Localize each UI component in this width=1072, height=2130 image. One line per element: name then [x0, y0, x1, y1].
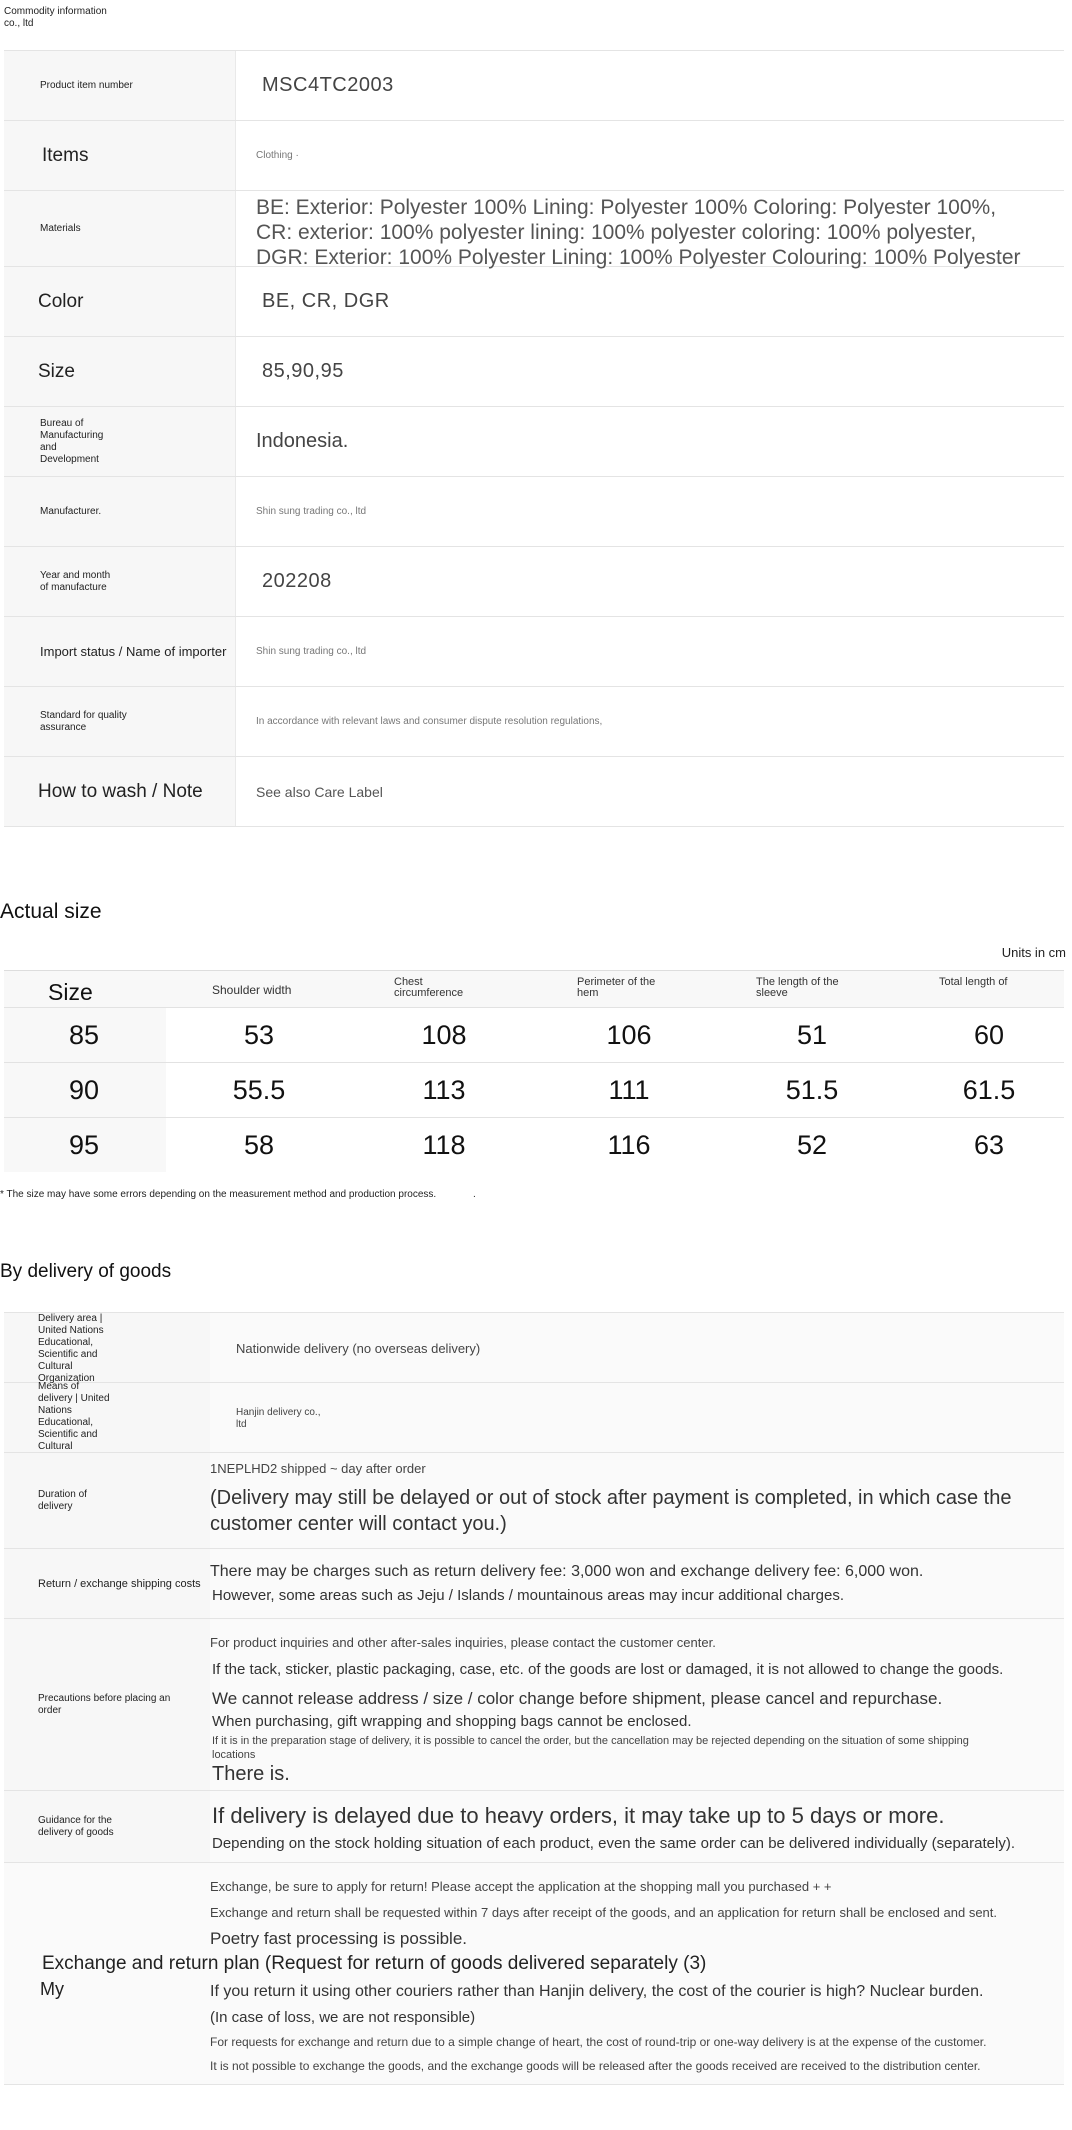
row-duration	[4, 1453, 1064, 1549]
row-bureau	[4, 407, 1064, 477]
size-cell: 53	[243, 1020, 275, 1050]
size-cell: 113	[422, 1075, 466, 1105]
header-hem: Perimeter of the hem	[577, 976, 656, 999]
exchange-line: It is not possible to exchange the goods, and the exchange goods will be released after the goods received are received to the distribution center.	[210, 2059, 981, 2073]
header-shoulder-width: Shoulder width	[212, 983, 292, 997]
exchange-heading: Exchange and return plan (Request for return of goods delivered separately (3)	[42, 1953, 707, 1974]
value-quality: In accordance with relevant laws and consumer dispute resolution regulations,	[256, 716, 603, 727]
actual-size-title: Actual size	[0, 900, 102, 923]
size-cell: 58	[243, 1130, 275, 1160]
row-product-item-number	[4, 51, 1064, 121]
label-duration: Duration of delivery	[38, 1488, 87, 1512]
size-table-row	[4, 1007, 1064, 1062]
label-color: Color	[4, 267, 236, 336]
size-cell: 85	[68, 1020, 100, 1050]
row-year-month	[4, 547, 1064, 617]
value-materials	[256, 191, 1064, 270]
value-product-item-number: MSC4TC2003	[262, 74, 394, 96]
size-cell: 90	[68, 1075, 100, 1105]
guidance-line: If delivery is delayed due to heavy orders, it may take up to 5 days or more.	[212, 1803, 945, 1828]
label-delivery-area: Delivery area | United Nations Educational, Scientific and Cultural Organization	[38, 1313, 104, 1383]
size-table-header	[4, 971, 1064, 1007]
value-size: 85,90,95	[262, 360, 344, 382]
precautions-line: locations	[212, 1749, 256, 1761]
precautions-line: If the tack, sticker, plastic packaging, case, etc. of the goods are lost or damaged, it is not allowed to change the goods.	[212, 1661, 1004, 1678]
size-table	[4, 970, 1064, 1172]
label-quality: Standard for quality assurance	[40, 709, 127, 733]
exchange-my-label: My	[40, 1979, 64, 1999]
row-delivery-means	[4, 1383, 1064, 1453]
row-color	[4, 267, 1064, 337]
row-materials	[4, 191, 1064, 267]
size-cell: 111	[608, 1075, 650, 1105]
size-note: * The size may have some errors depending on the measurement method and production process.	[0, 1189, 437, 1200]
duration-line: (Delivery may still be delayed or out of stock after payment is completed, in which case the	[210, 1487, 1012, 1509]
size-cell: 95	[68, 1130, 100, 1160]
value-delivery-means: Hanjin delivery co., ltd	[236, 1407, 321, 1430]
label-guidance: Guidance for the delivery of goods	[38, 1814, 114, 1838]
row-delivery-area	[4, 1313, 1064, 1383]
label-size: Size	[4, 337, 236, 406]
exchange-line: Exchange, be sure to apply for return! Please accept the application at the shopping mall you purchased + +	[210, 1879, 832, 1894]
company-header: Commodity information co., ltd	[4, 6, 107, 29]
value-delivery-area: Nationwide delivery (no overseas delivery)	[236, 1341, 481, 1356]
label-product-item-number: Product item number	[40, 79, 133, 91]
label-bureau: Bureau of Manufacturing and Development	[40, 417, 104, 465]
value-color: BE, CR, DGR	[262, 290, 390, 312]
size-table-row	[4, 1117, 1064, 1172]
header-chest: Chest circumference	[394, 976, 464, 999]
precautions-line: There is.	[212, 1763, 290, 1785]
label-items: Items	[4, 121, 236, 190]
size-cell: 108	[421, 1020, 467, 1050]
size-cell: 116	[607, 1130, 651, 1160]
units-label: Units in cm	[1001, 945, 1066, 960]
precautions-line: When purchasing, gift wrapping and shopping bags cannot be enclosed.	[212, 1713, 692, 1730]
size-cell: 51	[796, 1020, 828, 1050]
materials-line: DGR: Exterior: 100% Polyester Lining: 100% Polyester Colouring: 100% Polyester	[256, 246, 1021, 269]
size-table-row	[4, 1062, 1064, 1117]
header-sleeve: The length of the sleeve	[756, 976, 839, 999]
row-size	[4, 337, 1064, 407]
materials-line: BE: Exterior: Polyester 100% Lining: Polyester 100% Coloring: Polyester 100%,	[256, 196, 997, 219]
value-manufacturer: Shin sung trading co., ltd	[256, 506, 367, 517]
label-wash: How to wash / Note	[4, 757, 236, 826]
header-size: Size	[48, 979, 93, 1005]
duration-line: 1NEPLHD2 shipped ~ day after order	[210, 1461, 426, 1476]
return-cost-line: There may be charges such as return delivery fee: 3,000 won and exchange delivery fee: 6,000 won.	[210, 1563, 924, 1580]
label-year-month: Year and month of manufacture	[40, 569, 111, 593]
size-cell: 63	[973, 1130, 1005, 1160]
precautions-line: For product inquiries and other after-sales inquiries, please contact the customer center.	[210, 1635, 716, 1650]
row-quality	[4, 687, 1064, 757]
size-cell: 118	[422, 1130, 466, 1160]
exchange-line: If you return it using other couriers rather than Hanjin delivery, the cost of the courier is high? Nuclear burden.	[210, 1983, 984, 2000]
row-manufacturer	[4, 477, 1064, 547]
return-cost-line: However, some areas such as Jeju / Islands / mountainous areas may incur additional charges.	[212, 1587, 844, 1604]
size-cell: 60	[973, 1020, 1005, 1050]
exchange-line: Poetry fast processing is possible.	[210, 1929, 468, 1948]
label-precautions: Precautions before placing an order	[38, 1692, 171, 1716]
exchange-line: Exchange and return shall be requested within 7 days after receipt of the goods, and an application for return shall be enclosed and sent.	[210, 1905, 998, 1920]
value-import-status: Shin sung trading co., ltd	[256, 646, 367, 657]
materials-line: CR: exterior: 100% polyester lining: 100% polyester coloring: 100% polyester,	[256, 221, 977, 244]
precautions-line: We cannot release address / size / color change before shipment, please cancel and repurchase.	[212, 1689, 943, 1708]
delivery-title: By delivery of goods	[0, 1261, 172, 1282]
row-items	[4, 121, 1064, 191]
row-return-cost	[4, 1549, 1064, 1619]
header-total-length: Total length of	[939, 976, 1008, 988]
row-guidance	[4, 1791, 1064, 1863]
label-import-status: Import status / Name of importer	[4, 617, 236, 686]
row-import-status	[4, 617, 1064, 687]
value-bureau: Indonesia.	[256, 430, 349, 452]
size-cell: 55.5	[232, 1075, 286, 1105]
size-cell: 52	[796, 1130, 828, 1160]
size-cell: 61.5	[962, 1075, 1016, 1105]
size-cell: 106	[606, 1020, 652, 1050]
duration-line: customer center will contact you.)	[210, 1513, 507, 1535]
size-rows	[4, 1007, 1064, 1172]
precautions-line: If it is in the preparation stage of delivery, it is possible to cancel the order, but the cancellation may be rejected depending on the situation of some shipping	[212, 1735, 969, 1747]
guidance-line: Depending on the stock holding situation of each product, even the same order can be delivered individually (separately).	[212, 1835, 1015, 1852]
value-items: Clothing ·	[256, 150, 299, 161]
row-exchange	[4, 1863, 1064, 2085]
size-cell: 51.5	[785, 1075, 839, 1105]
row-precautions	[4, 1619, 1064, 1791]
exchange-line: (In case of loss, we are not responsible)	[210, 2009, 476, 2026]
value-year-month: 202208	[262, 570, 332, 592]
label-delivery-means: Means of delivery | United Nations Educational, Scientific and Cultural	[38, 1381, 110, 1452]
label-manufacturer: Manufacturer.	[4, 477, 236, 546]
product-info-table	[4, 50, 1064, 827]
label-materials: Materials	[4, 191, 236, 266]
row-wash	[4, 757, 1064, 827]
value-wash: See also Care Label	[256, 783, 383, 800]
size-note-mark: .	[472, 1189, 476, 1200]
delivery-table	[4, 1312, 1064, 2085]
label-return-cost: Return / exchange shipping costs	[4, 1549, 210, 1618]
exchange-line: For requests for exchange and return due to a simple change of heart, the cost of round-trip or one-way delivery is at the expense of the customer.	[210, 2035, 987, 2049]
